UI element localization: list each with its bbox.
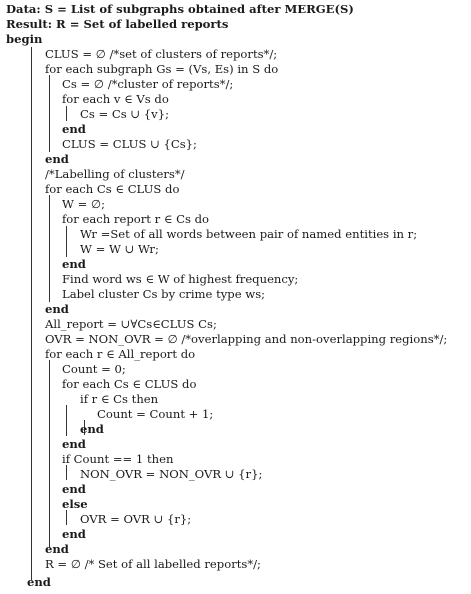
algo-line-end: end — [45, 152, 69, 166]
algo-line-find-word: Find word ws ∈ W of highest frequency; — [62, 272, 299, 286]
algo-line-non-ovr-union: NON_OVR = NON_OVR ∪ {r}; — [80, 467, 263, 481]
algo-line-cs-init: Cs = ∅ /*cluster of reports*/; — [62, 77, 234, 91]
algo-line-for-cluster: for each Cs ∈ CLUS do — [45, 182, 180, 196]
algo-line-w-union: W = W ∪ Wr; — [80, 242, 159, 256]
algo-line-ovr-union: OVR = OVR ∪ {r}; — [80, 512, 192, 526]
for-vertex-block-bar — [66, 106, 67, 121]
algo-line-if-count: if Count == 1 then — [62, 452, 174, 466]
algo-line-if-member: if r ∈ Cs then — [80, 392, 159, 406]
algo-line-end: end — [45, 542, 69, 556]
algo-line-ovr-init: OVR = NON_OVR = ∅ /*overlapping and non-overlapping regions*/; — [45, 332, 448, 346]
for-clus-block-bar — [66, 405, 67, 436]
algo-line-end-main: end — [27, 575, 51, 589]
algo-line-count-increment: Count = Count + 1; — [97, 407, 214, 421]
if-count-block-bar — [66, 465, 67, 480]
algo-line-wr-def: Wr =Set of all words between pair of named entities in r; — [80, 227, 418, 241]
algo-line-clus-init: CLUS = ∅ /*set of clusters of reports*/; — [45, 47, 278, 61]
algo-line-end: end — [62, 437, 86, 451]
algo-line-end: end — [45, 302, 69, 316]
begin-keyword: begin — [6, 32, 43, 46]
algo-line-end: end — [80, 422, 104, 436]
algo-line-cs-union: Cs = Cs ∪ {v}; — [80, 107, 170, 121]
result-line: Result: R = Set of labelled reports — [6, 17, 229, 31]
algo-line-for-vertex: for each v ∈ Vs do — [62, 92, 169, 106]
algo-comment-labelling: /*Labelling of clusters*/ — [45, 167, 185, 181]
algo-line-for-subgraph: for each subgraph Gs = (Vs, Es) in S do — [45, 62, 279, 76]
algo-line-clus-union: CLUS = CLUS ∪ {Cs}; — [62, 137, 197, 151]
for-report-block-bar — [66, 226, 67, 257]
algo-line-for-clus: for each Cs ∈ CLUS do — [62, 377, 197, 391]
algo-line-end: end — [62, 482, 86, 496]
algo-line-w-init: W = ∅; — [62, 197, 106, 211]
for-subgraph-block-bar — [49, 75, 50, 152]
algo-line-end: end — [62, 527, 86, 541]
algo-line-label-cluster: Label cluster Cs by crime type ws; — [62, 287, 266, 301]
algo-line-r-init: R = ∅ /* Set of all labelled reports*/; — [45, 557, 261, 571]
data-line: Data: S = List of subgraphs obtained after MERGE(S) — [6, 2, 354, 16]
algo-line-end: end — [62, 257, 86, 271]
for-all-report-block-bar — [49, 360, 50, 548]
algo-line-count-init: Count = 0; — [62, 362, 126, 376]
for-cluster-block-bar — [49, 195, 50, 302]
else-block-bar — [66, 510, 67, 525]
algo-line-else: else — [62, 497, 88, 511]
algo-line-for-all-report: for each r ∈ All_report do — [45, 347, 196, 361]
algo-line-end: end — [62, 122, 86, 136]
begin-block-bar — [31, 47, 32, 580]
algo-line-for-report: for each report r ∈ Cs do — [62, 212, 210, 226]
algo-line-all-report: All_report = ∪∀Cs∈CLUS Cs; — [45, 317, 217, 331]
